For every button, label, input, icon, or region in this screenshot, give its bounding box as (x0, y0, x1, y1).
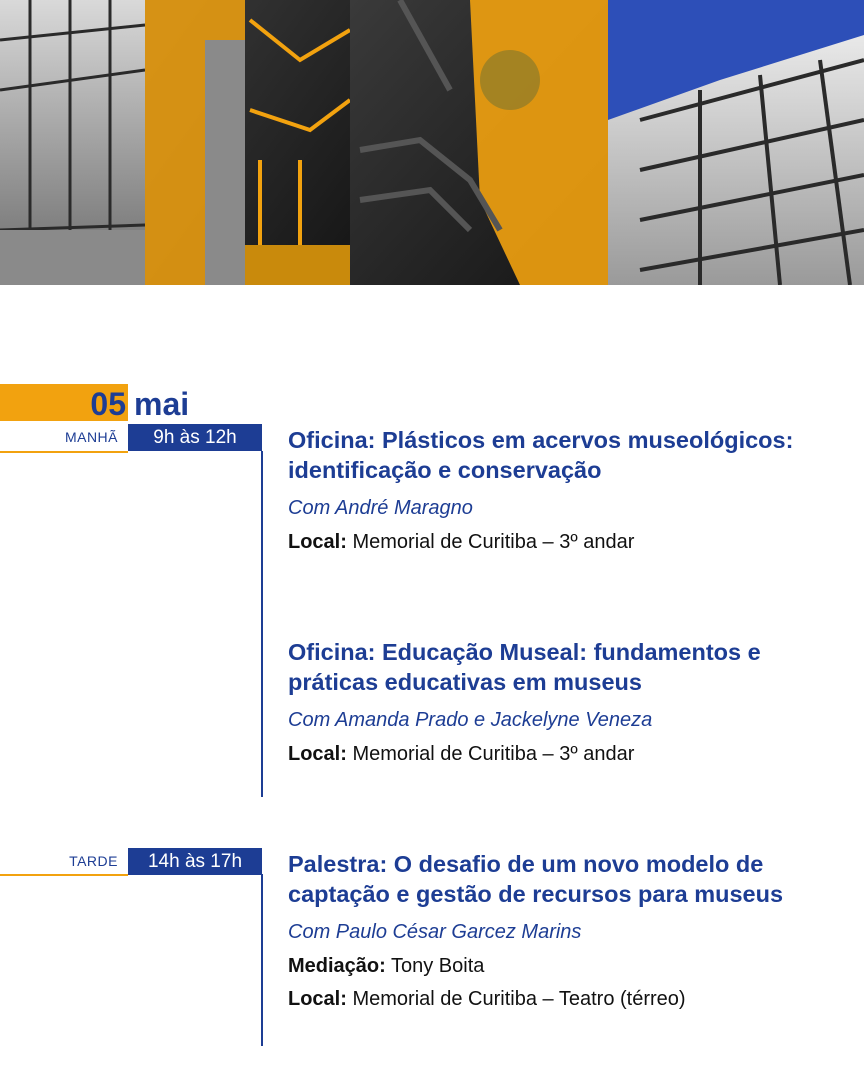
location-value: Memorial de Curitiba – Teatro (térreo) (346, 988, 686, 1010)
event-speaker: Com André Maragno (288, 497, 473, 519)
afternoon-time-chip: 14h às 17h (128, 848, 262, 875)
event-palestra (288, 849, 828, 1012)
event-speaker: Com Amanda Prado e Jackelyne Veneza (288, 709, 653, 731)
banner-photo-collage (0, 0, 864, 285)
morning-period-label: MANHÃ (64, 429, 118, 445)
event-mediation (288, 953, 828, 979)
location-label: Local: (288, 988, 347, 1010)
morning-time-chip: 9h às 12h (128, 424, 262, 451)
event-location (288, 529, 828, 555)
event-location (288, 986, 828, 1012)
afternoon-timeline-rule (261, 874, 263, 1046)
morning-period-underline (0, 451, 128, 453)
date-day: 05 (90, 386, 126, 422)
date-month: mai (134, 386, 190, 422)
mediation-value: Tony Boita (385, 955, 485, 977)
location-value: Memorial de Curitiba – 3º andar (346, 531, 635, 553)
event-title: Palestra: O desafio de um novo modelo de captação e gestão de recursos para museus (288, 851, 784, 907)
event-location (288, 741, 828, 767)
afternoon-period-underline (0, 874, 128, 876)
mediation-label: Mediação: (288, 955, 386, 977)
event-plasticos (288, 425, 828, 555)
event-speaker: Com Paulo César Garcez Marins (288, 921, 582, 943)
event-title: Oficina: Educação Museal: fundamentos e práticas educativas em museus (288, 639, 761, 695)
morning-timeline-rule (261, 451, 263, 797)
location-value: Memorial de Curitiba – 3º andar (346, 743, 635, 765)
event-title: Oficina: Plásticos em acervos museológicos: identificação e conservação (288, 427, 794, 483)
architecture-collage-image (0, 0, 864, 285)
location-label: Local: (288, 531, 347, 553)
location-label: Local: (288, 743, 347, 765)
afternoon-period-label: TARDE (69, 853, 118, 869)
event-educacao-museal (288, 637, 828, 767)
